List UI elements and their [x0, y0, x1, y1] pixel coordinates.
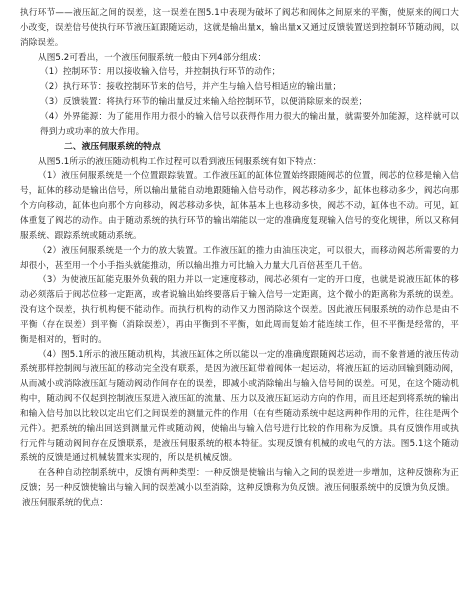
section-heading: 二、液压伺服系统的特点	[64, 141, 161, 152]
point-paragraph: （2）液压伺服系统是一个力的放大装置。工作液压缸的推力由油压决定，可以很大，而移动阀芯所需要的力却很小，甚至用一个小手指头就能推动，所以输出推力可比输入力量大几百倍甚至几千倍。	[20, 245, 459, 271]
feedback-paragraph: 在各种自动控制系统中，反馈有两种类型：一种反馈是使输出与输入之间的误差进一步增加，这种反馈称为正反馈；另一种反馈使输出与输入间的误差减小以至消除，这种反馈称为负反馈。液压伺服系统中的反馈为负反馈。	[20, 468, 459, 494]
point-paragraph: （1）液压伺服系统是一个位置跟踪装置。工作液压缸的缸体位置始终跟随阀芯的位置，阀芯的位移是输入信号，缸体的移动是输出信号，所以输出量能自动地跟随输入信号动作，阀芯移动多少，缸体也移动多少，阀芯向那个方向移动，缸体也向那个方向移动，阀芯移动多快，缸体基本上也移动多快，阀芯不动，缸体也不动。可见，缸体重复了阀芯的动作。由于随动系统的执行环节的输出端能以一定的准确度复现输入信号的变化规律，所以又称伺服系统、跟踪系统或随动系统。	[20, 171, 459, 241]
point-paragraph: （3）为使液压缸能克服外负载的阻力并以一定速度移动，阀芯必须有一定的开口度，也就是说液压缸体的移动必须落后于阀芯位移一定距离，或者说输出始终要落后于输入信号一定距离，这个微小的距离称为系统的误差。没有这个误差，执行机构便不能动作。而执行机构的动作又力图消除这个误差。因此液压伺服系统的动作总是由不平衡（存在误差）到平衡（消除误差），再由平衡到不平衡，如此周而复始才能连续工作，但不平衡是经常的，平衡是相对的，暂时的。	[20, 275, 459, 345]
point-paragraph: （4）图5.1所示的液压随动机构，其液压缸体之所以能以一定的准确度跟随阀芯运动，而不象普通的液压传动系统那样控制阀与液压缸的移动完全没有联系，是因为液压缸带着阀体一起运动，将液压缸的运动回输到随动阀，从而减小或消除液压缸与随动阀动作间存在的误差，即减小或消除输出与输入信号间的误差。可见，在这个随动机构中，随动阀不仅起到控制液压泵进入液压缸的流量、压力以及液压缸运动方向的作用，而且还起到将系统的输出和输入信号加以比较以定出它们之间误差的测量元件的作用（在有些随动系统中起这两种作用的元件，往往是两个元件）。把系统的输出回送到测量元件或随动阀，使输出与输入信号进行比较的作用称为反馈。具有反馈作用或执行元件与随动阀间存在反馈联系，是液压伺服系统的根本特征。实现反馈有机械的或电气的方法。图5.1这个随动系统的反馈是通过机械装置来实现的，所以是机械反馈。	[20, 349, 459, 464]
intro-paragraph: 执行环节——液压缸之间的误差，这一误差在图5.1中表现为破坏了阀芯和阀体之间原来的平衡，使原来的阀口大小改变，误差信号使执行环节液压缸跟随运动，这就是输出量x，输出量x又通过反馈装置送到控制环节随动阀，以消除误差。	[20, 8, 459, 48]
component-item: （1）控制环节：用以接收输入信号，并控制执行环节的动作；	[40, 67, 281, 78]
component-item: （2）执行环节：接收控制环节来的信号，并产生与输入信号相适应的输出量；	[40, 82, 342, 93]
components-intro: 从图5.2可看出，一个液压伺服系统一般由下列4部分组成：	[38, 52, 267, 63]
closing-line: 液压伺服系统的优点：	[22, 498, 108, 508]
component-item: （4）外界能源：为了能用作用力很小的输入信号以获得作用力很大的输出量，就需要外加能源，这样就可以得到力或功率的放大作用。	[40, 111, 459, 137]
component-item: （3）反馈装置：将执行环节的输出量反过来输入给控制环节，以便消除原来的误差；	[40, 97, 368, 108]
section-intro: 从图5.1所示的液压随动机构工作过程可以看到液压伺服系统有如下特点：	[38, 156, 322, 167]
components-list	[20, 65, 459, 139]
